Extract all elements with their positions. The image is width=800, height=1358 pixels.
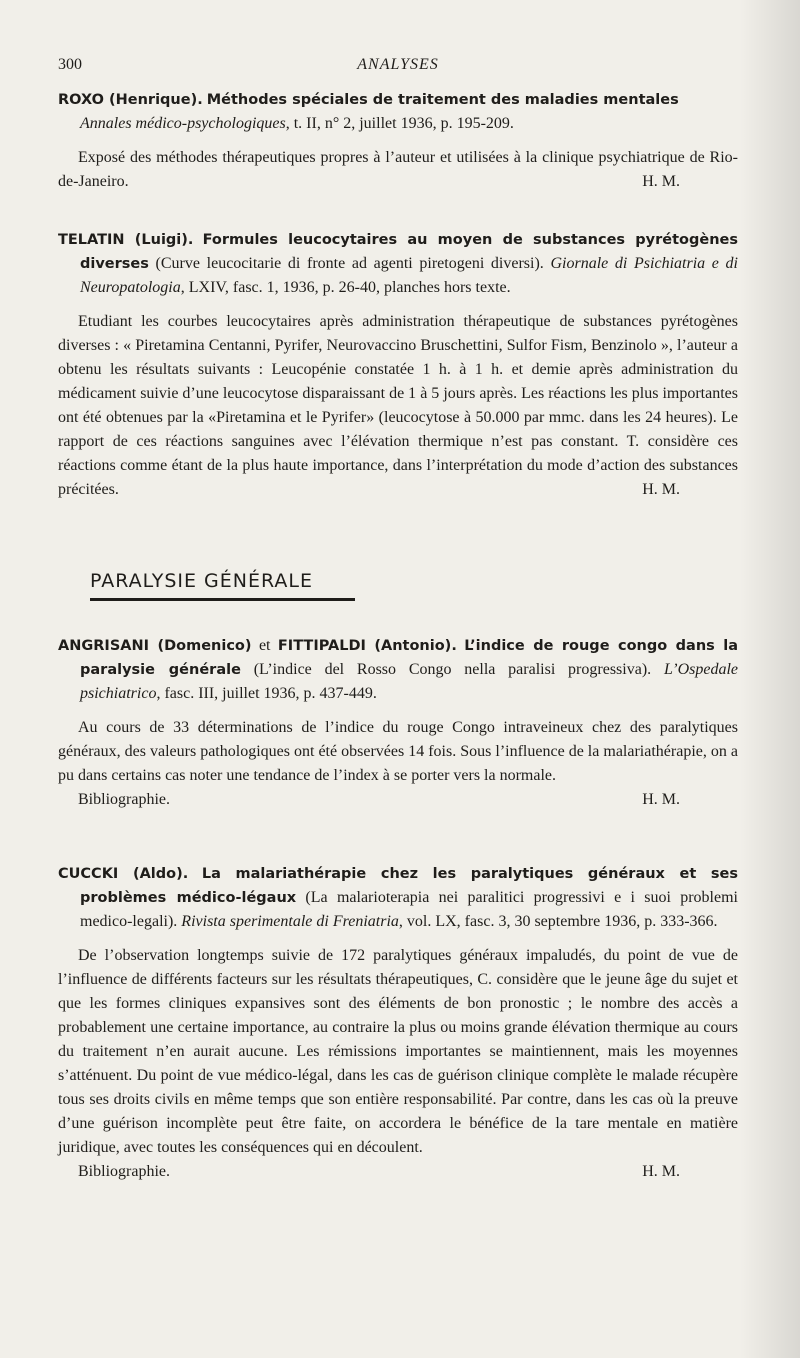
entry-heading (58, 228, 738, 300)
entry-source: Annales médico-psychologiques (80, 115, 286, 132)
entry-paragraph: Exposé des méthodes thérapeutiques propres à l’auteur et utilisées à la clinique psychiatrique de Rio-de-Janeiro. (58, 149, 738, 190)
entry-source-details: , t. II, n° 2, juillet 1936, p. 195-209. (285, 115, 514, 132)
entry-roxo (58, 88, 738, 194)
entry-footer (58, 1160, 738, 1184)
entry-footer (58, 788, 738, 812)
entry-paragraph: Etudiant les courbes leucocytaires après administration thérapeutique de substances pyrétogènes diverses : « Piretamina Centanni, Pyrifer, Neurovaccino Bruschettini, Sulfor Fism, Benzinolo », l’auteur a obtenu les résultats suivants : Leucopénie constatée 1 h. à 1 h. et demie après administration du médicament suivie d’une leucocytose disparaissant de 1 à 5 jours après. Les réactions les plus importantes ont été obtenues par la «Piretamina et le Pyrifer» (leucocytose à 50.000 par mmc. dans les 24 heures). Le rapport de ces réactions sanguines avec l’élévation thermique n’est pas constant. T. considère ces réactions comme étant de la plus haute importance, dans l’interprétation du mode d’action des substances précitées. (58, 313, 738, 498)
entry-subtitle: (L’indice del Rosso Congo nella paralisi progressiva). (240, 661, 664, 678)
entry-authors: ANGRISANI (Domenico) (58, 638, 252, 654)
entry-source-details: , vol. LX, fasc. 3, 30 septembre 1936, p. 333-366. (398, 913, 718, 930)
section-underline (90, 598, 355, 601)
entry-telatin (58, 228, 738, 502)
entry-title: La malariathérapie chez les paralytiques généraux et ses problèmes médico-légaux (80, 866, 738, 906)
entry-authors: TELATIN (Luigi). (58, 232, 194, 248)
entry-title: L’indice de rouge congo dans la paralysie générale (80, 638, 739, 678)
entry-authors-2: FITTIPALDI (Antonio). (277, 638, 457, 654)
page-edge-shadow (740, 0, 800, 1358)
entry-conjunction: et (251, 637, 278, 654)
entry-angrisani (58, 634, 738, 812)
entry-signature: H. M. (642, 481, 680, 498)
entry-source: Giornale di Psichiatria e di Neuropatologia (80, 255, 739, 296)
entry-bibliography: Bibliographie. (78, 791, 170, 808)
entry-source: Rivista sperimentale di Freniatria (181, 913, 399, 930)
entry-title: Formules leucocytaires au moyen de substances pyrétogènes diverses (80, 232, 738, 272)
entry-source-details: , LXIV, fasc. 1, 1936, p. 26-40, planches hors texte. (180, 279, 511, 296)
page-number: 300 (58, 56, 82, 73)
running-title: ANALYSES (357, 56, 439, 73)
section-title: PARALYSIE GÉNÉRALE (90, 570, 314, 592)
entry-signature: H. M. (642, 1163, 680, 1180)
entry-source-details: , fasc. III, juillet 1936, p. 437-449. (156, 685, 377, 702)
entry-heading (58, 862, 738, 934)
entry-authors: ROXO (Henrique). (58, 92, 203, 108)
page-header (58, 56, 738, 80)
entry-paragraph: Au cours de 33 déterminations de l’indice du rouge Congo intraveineux chez des paralytiques généraux, des valeurs pathologiques ont été observées 14 fois. Sous l’influence de la malariathérapie, on a pu dans certains cas noter une tendance de l’index à se porter vers la normale. (58, 719, 738, 784)
entry-bibliography: Bibliographie. (78, 1163, 170, 1180)
entry-signature: H. M. (642, 173, 680, 190)
entry-heading (58, 88, 738, 136)
entry-subtitle: (Curve leucocitarie di fronte ad agenti piretogeni diversi). (148, 255, 551, 272)
entry-authors: CUCCKI (Aldo). (58, 866, 189, 882)
entry-cuccki (58, 862, 738, 1184)
entry-title: Méthodes spéciales de traitement des maladies mentales (206, 92, 679, 108)
entry-heading (58, 634, 738, 706)
entry-paragraph: De l’observation longtemps suivie de 172 paralytiques généraux impaludés, du point de vue de l’influence de différents facteurs sur les résultats thérapeutiques, C. considère que le jeune âge du sujet et que les formes cliniques expansives sont des éléments de bon pronostic ; le nombre des accès a probablement une certaine importance, au contraire la plus ou moins grande élévation thermique au cours du traitement n’en aurait aucune. Les rémissions importantes se maintiennent, mais les moyennes s’atténuent. Du point de vue médico-légal, dans les cas de guérison clinique complète le malade récupère tous ses droits civils en même temps que son entière responsabilité. Par contre, dans les cas où la preuve d’une guérison incomplète peut être faite, on accordera le bénéfice de la tare mentale en matière juridique, avec toutes les conséquences qui en découlent. (58, 947, 738, 1156)
entry-signature: H. M. (642, 791, 680, 808)
entry-source: L’Ospedale psichiatrico (80, 661, 739, 702)
entry-subtitle: (La malarioterapia nei paralitici progressivi e i suoi problemi medico-legali). (80, 889, 738, 930)
